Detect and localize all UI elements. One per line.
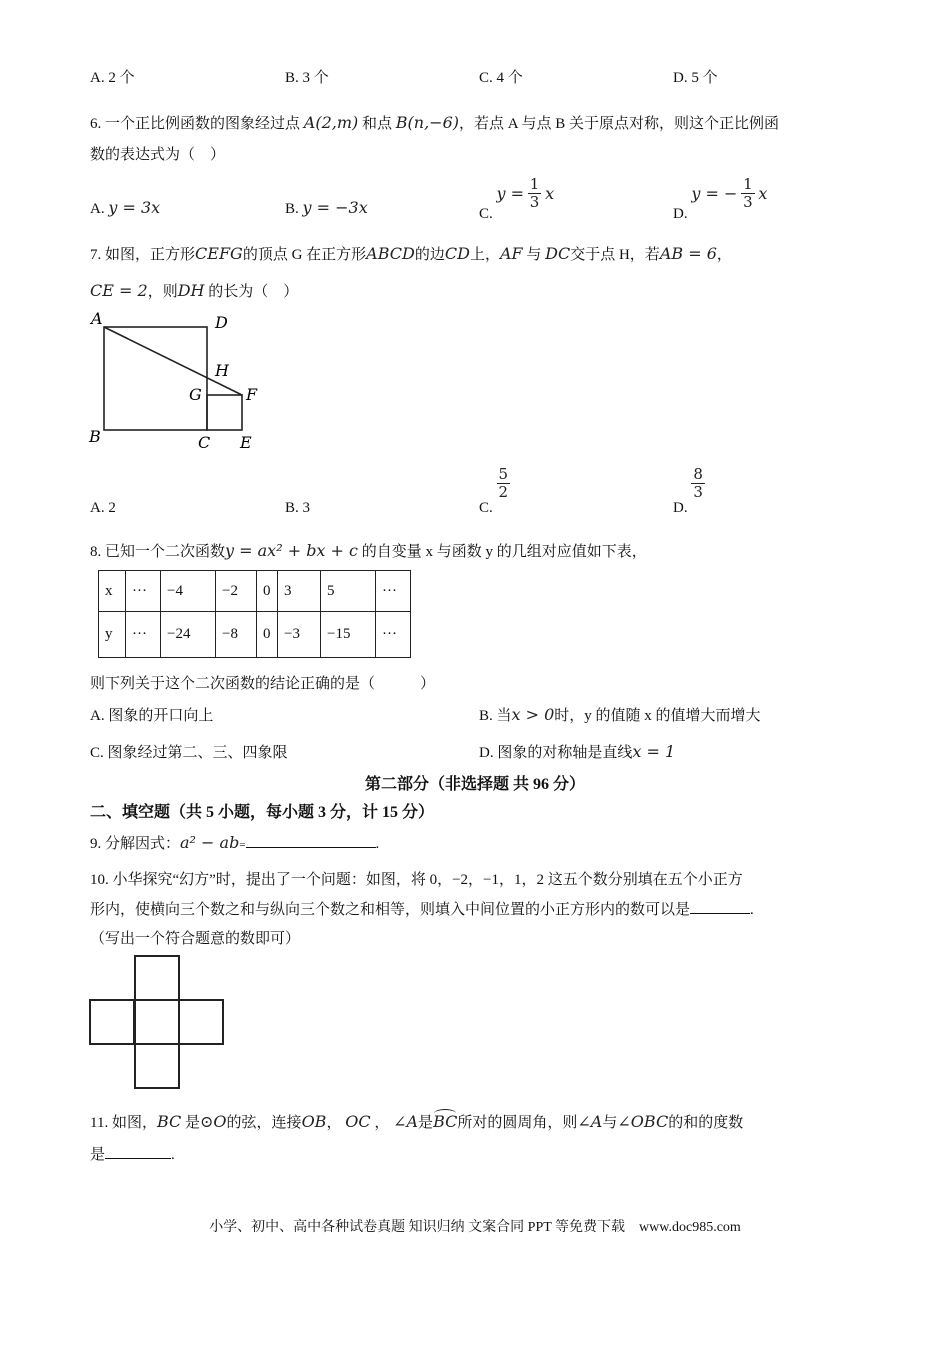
label-g: G: [189, 385, 202, 404]
label-h: H: [215, 361, 229, 380]
table-row-x: [99, 571, 411, 612]
section2-title: 二、填空题（共 5 小题，每小题 3 分，计 15 分）: [90, 804, 435, 821]
q5-option-b: B. 3 个: [285, 70, 329, 86]
table-cell: 0: [257, 612, 278, 658]
q8-question: 则下列关于这个二次函数的结论正确的是（ ）: [90, 676, 436, 692]
page-footer: 小学、初中、高中各种试卷真题 知识归纳 文案合同 PPT 等免费下载 www.doc985.com: [209, 1220, 741, 1235]
label-d: D: [215, 313, 228, 332]
q7-option-b: B. 3: [285, 500, 311, 516]
q8-option-b: B. 当x > 0时，y 的值随 x 的值增大而增大: [479, 705, 761, 724]
grid-cell-right: [178, 999, 224, 1045]
table-cell: −4: [161, 571, 216, 612]
q7-option-c: C. $\frac{5}{2}$: [479, 465, 509, 516]
q8-stem: 8. 已知一个二次函数y = ax² + bx + c 的自变量 x 与函数 y 的几组对应值如下表，: [90, 541, 647, 560]
q7-stem-line2: CE = 2，则DH 的长为（ ）: [90, 281, 299, 300]
q8-function: y = ax² + bx + c: [225, 541, 358, 560]
q10-line2: 形内，使横向三个数之和与纵向三个数之和相等，则填入中间位置的小正方形内的数可以是 .: [90, 898, 754, 919]
table-cell: −8: [216, 612, 257, 658]
table-cell: y: [99, 612, 126, 658]
q6-stem-line2: 数的表达式为（ ）: [90, 147, 226, 163]
label-e: E: [240, 433, 252, 452]
q5-option-d: D. 5 个: [673, 70, 718, 86]
grid-cell-top: [134, 955, 180, 1001]
table-cell: ···: [376, 571, 411, 612]
q10-answer-blank: [690, 899, 750, 914]
q8-option-a: A. 图象的开口向上: [90, 708, 214, 724]
grid-cell-left: [89, 999, 135, 1045]
q6-option-d: D. y = − $\frac{1}{3}$ x: [673, 175, 768, 222]
table-row-y: [99, 612, 411, 658]
q8-value-table: [98, 570, 411, 658]
label-f: F: [246, 385, 258, 404]
q11-arc-bc: BC: [433, 1112, 457, 1131]
table-cell: ···: [126, 612, 161, 658]
q7-option-d: D. $\frac{8}{3}$: [673, 465, 703, 516]
q5-option-c: C. 4 个: [479, 70, 523, 86]
grid-cell-center: [134, 999, 180, 1045]
table-cell: −2: [216, 571, 257, 612]
label-c: C: [198, 433, 211, 452]
q6-point-a: A(2,m): [303, 113, 359, 132]
q6-point-b: B(n,−6): [395, 113, 459, 132]
q8-option-d: D. 图象的对称轴是直线x = 1: [479, 742, 676, 761]
table-cell: −15: [321, 612, 376, 658]
q6-option-a: A. y = 3x: [90, 198, 161, 217]
table-cell: ···: [376, 612, 411, 658]
q10-line1: 10. 小华探究“幻方”时，提出了一个问题：如图，将 0，−2，−1，1，2 这五个数分别填在五个小正方: [90, 872, 743, 888]
label-b: B: [89, 427, 101, 446]
label-a: A: [91, 309, 103, 328]
table-cell: −3: [278, 612, 321, 658]
q10-line3: （写出一个符合题意的数即可）: [90, 931, 301, 947]
q8-option-c: C. 图象经过第二、三、四象限: [90, 745, 288, 761]
square-cefg: [207, 395, 242, 430]
q6-stem-line1: 6. 一个正比例函数的图象经过点 A(2,m) 和点 B(n,−6)，若点 A 与点 B 关于原点对称，则这个正比例函: [90, 113, 779, 132]
square-abcd: [104, 327, 207, 430]
q5-option-a: A. 2 个: [90, 70, 135, 86]
q6-option-c: C. y = $\frac{1}{3}$ x: [479, 175, 555, 222]
q7-stem-line1: 7. 如图，正方形CEFG的顶点 G 在正方形ABCD的边CD上，AF 与 DC交于点 H，若AB = 6，: [90, 244, 732, 263]
table-cell: x: [99, 571, 126, 612]
table-cell: 5: [321, 571, 376, 612]
q7-square-figure: [85, 308, 270, 458]
table-cell: −24: [161, 612, 216, 658]
q9-answer-blank: [246, 833, 376, 848]
q11-line2: 是 .: [90, 1143, 175, 1164]
q11-line1: 11. 如图，BC 是⊙O的弦，连接OB， OC ， ∠A是 BC所对的圆周角，则∠A与∠OBC的和的度数: [90, 1111, 743, 1132]
table-cell: 3: [278, 571, 321, 612]
part2-title: 第二部分（非选择题 共 96 分）: [364, 776, 585, 793]
grid-cell-bottom: [134, 1043, 180, 1089]
q11-answer-blank: [105, 1144, 171, 1159]
table-cell: 0: [257, 571, 278, 612]
q7-option-a: A. 2: [90, 500, 116, 516]
q9-stem: 9. 分解因式：a² − ab= .: [90, 833, 380, 852]
table-cell: ···: [126, 571, 161, 612]
q6-option-b: B. y = −3x: [285, 198, 368, 217]
